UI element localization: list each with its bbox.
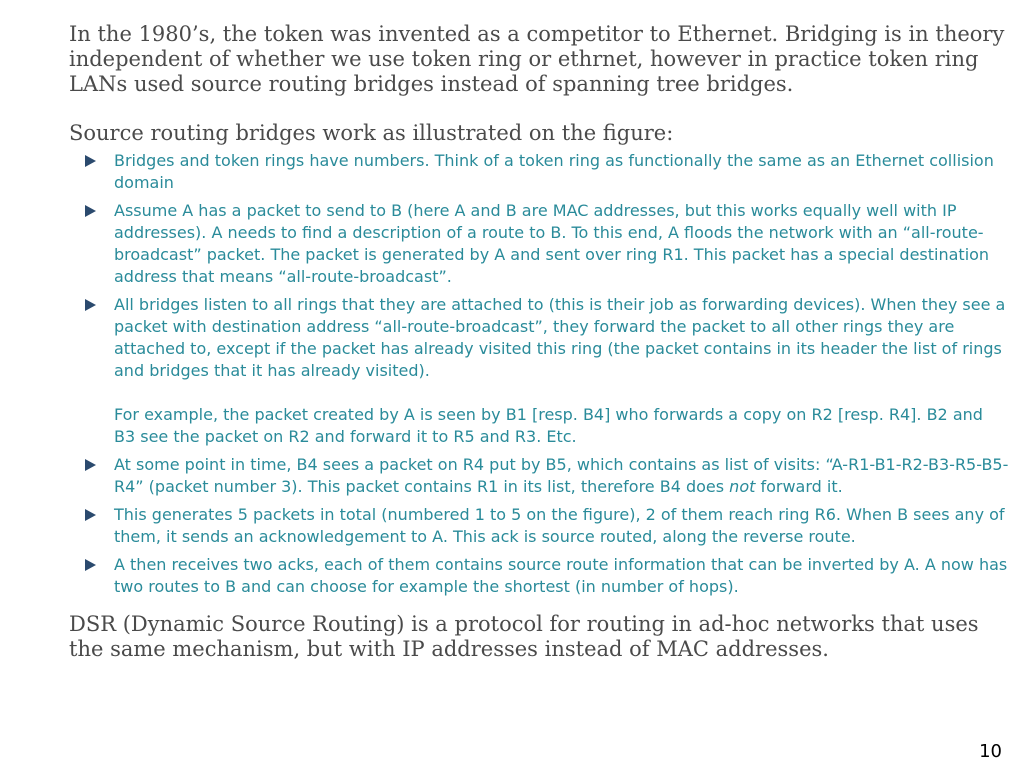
list-item	[85, 554, 1009, 598]
triangle-bullet-icon	[85, 205, 96, 217]
bullet-text-start: At some point in time, B4 sees a packet on R4 put by B5, which contains as list of visits: “A-R1-B1-R2-B3-R5-B5-R4” (packet number 3). This packet contains R1 in its list, therefore B4 does	[114, 455, 1009, 496]
triangle-bullet-icon	[85, 299, 96, 311]
bullet-example-text: For example, the packet created by A is seen by B1 [resp. B4] who forwards a copy on R2 [resp. R4]. B2 and B3 see the packet on R2 and forward it to R5 and R3. Etc.	[114, 405, 983, 446]
bullet-text: This generates 5 packets in total (numbered 1 to 5 on the figure), 2 of them reach ring R6. When B sees any of them, it sends an acknowledgement to A. This ack is source routed, along the reverse route.	[114, 505, 1005, 546]
intro-paragraph: In the 1980’s, the token was invented as a competitor to Ethernet. Bridging is in theory independent of whether we use token ring or ethrnet, however in practice token ring LANs used source routing bridges instead of spanning tree bridges.	[69, 22, 1005, 96]
lead-paragraph: Source routing bridges work as illustrated on the figure:	[69, 121, 674, 145]
triangle-bullet-icon	[85, 509, 96, 521]
bullet-list	[69, 150, 1009, 598]
triangle-bullet-icon	[85, 559, 96, 571]
triangle-bullet-icon	[85, 459, 96, 471]
bullet-text: All bridges listen to all rings that they are attached to (this is their job as forwarding devices). When they see a packet with destination address “all-route-broadcast”, they forward the packet to all other rings they are attached to, except if the packet has already visited this ring (the packet contains in its header the list of rings and bridges that it has already visited).	[114, 295, 1006, 380]
bullet-text: Assume A has a packet to send to B (here A and B are MAC addresses, but this works equally well with IP addresses). A needs to find a description of a route to B. To this end, A floods the network with an “all-route-broadcast” packet. The packet is generated by A and sent over ring R1. This packet has a special destination address that means “all-route-broadcast”.	[114, 201, 990, 286]
slide-body	[69, 22, 1009, 662]
triangle-bullet-icon	[85, 155, 96, 167]
list-item	[85, 200, 1009, 288]
list-item	[85, 150, 1009, 194]
bullet-text	[114, 454, 1009, 498]
bullet-text: Bridges and token rings have numbers. Think of a token ring as functionally the same as an Ethernet collision domain	[114, 151, 994, 192]
bullet-text: A then receives two acks, each of them contains source route information that can be inverted by A. A now has two routes to B and can choose for example the shortest (in number of hops).	[114, 555, 1008, 596]
list-item	[85, 294, 1009, 448]
emphasis-text: not	[729, 477, 756, 496]
list-item	[85, 504, 1009, 548]
closing-paragraph: DSR (Dynamic Source Routing) is a protocol for routing in ad-hoc networks that uses the same mechanism, but with IP addresses instead of MAC addresses.	[69, 612, 979, 661]
bullet-text-end: forward it.	[755, 477, 843, 496]
page-number: 10	[979, 741, 1002, 762]
list-item	[85, 454, 1009, 498]
